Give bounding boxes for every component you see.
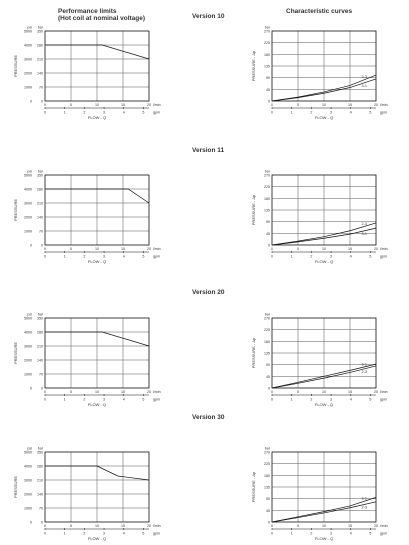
chart-1-y-tick-label: 140 [37, 71, 43, 76]
chart-1-x-tick-label: 5 [70, 103, 72, 107]
chart-8-x-tick-label: 5 [297, 524, 299, 528]
chart-7-y-tick-label: 140 [37, 492, 43, 497]
chart-7-x2-tick-label: 2 [83, 531, 86, 536]
chart-7-y-tick-label: 280 [37, 464, 43, 469]
chart-1-y2-tick-label: 5000 [24, 29, 32, 34]
version-30-title: Version 30 [192, 414, 225, 421]
chart-8-y-axis-label: PRESSURE - Δp [251, 471, 256, 503]
chart-2-y-tick-label: 180 [264, 52, 270, 57]
chart-4-y-tick-label: 180 [264, 196, 270, 201]
chart-5-y-tick-label: 210 [37, 344, 43, 349]
chart-2-x-tick-label: 0 [271, 103, 273, 107]
chart-5-y2-tick-label: 5000 [24, 316, 32, 321]
chart-7-y-tick-label: 0 [41, 520, 43, 525]
chart-3-y-tick-label: 210 [37, 201, 43, 206]
chart-2-y-unit: bar [264, 25, 270, 30]
chart-4-x-tick-label: 10 [322, 247, 326, 251]
chart-6-y-tick-label: 90 [266, 363, 270, 368]
chart-2-x-tick-label: 20 [374, 103, 378, 107]
chart-4-y-tick-label: 90 [266, 220, 270, 225]
chart-4-x-tick-label: 20 [374, 247, 378, 251]
chart-3-x2-tick-label: 4 [122, 254, 125, 259]
chart-8-x-axis-label: FLOW - Q [314, 536, 334, 541]
chart-8-y-tick-label: 0 [268, 520, 270, 525]
chart-2-y-tick-label: 270 [264, 29, 270, 34]
chart-8-x2-tick-label: 0 [271, 531, 273, 536]
chart-6-x2-tick-label: 2 [310, 397, 313, 402]
characteristic-curves-header: Characteristic curves [286, 8, 353, 15]
chart-5-y2-tick-label: 3000 [24, 344, 32, 349]
chart-8-x2-tick-label: 4 [349, 531, 352, 536]
chart-6-x2-unit: gpm [380, 397, 387, 402]
chart-7-x2-unit: gpm [153, 531, 160, 536]
chart-7-y2-tick-label: 5000 [24, 450, 32, 455]
chart-6-x2-tick-label: 4 [349, 397, 352, 402]
chart-8-x2-tick-label: 1 [290, 531, 293, 536]
chart-8-x-tick-label: 0 [271, 524, 273, 528]
chart-5-x2-tick-label: 2 [83, 397, 86, 402]
chart-3-y-tick-label: 280 [37, 187, 43, 192]
chart-1-x-unit: l/min [153, 103, 161, 107]
chart-4-x2-tick-label: 4 [349, 254, 352, 259]
chart-1-y2-unit: psi [27, 25, 32, 30]
chart-8-x2-tick-label: 5 [369, 531, 372, 536]
chart-6-x2-tick-label: 1 [290, 397, 293, 402]
chart-1-y-tick-label: 350 [37, 29, 43, 34]
chart-8-y-unit: bar [264, 446, 270, 451]
chart-7-x-unit: l/min [153, 524, 161, 528]
chart-1-y-tick-label: 0 [41, 99, 43, 104]
chart-2-x2-tick-label: 3 [330, 110, 333, 115]
chart-6-y-tick-label: 45 [266, 374, 270, 379]
chart-8-x2-tick-label: 3 [330, 531, 333, 536]
chart-4-y-tick-label: 0 [268, 243, 270, 248]
chart-7-y-axis-label: PRESSURE [13, 475, 18, 499]
chart-6-y-tick-label: 0 [268, 386, 270, 391]
chart-8-x-tick-label: 10 [322, 524, 326, 528]
chart-3-x-tick-label: 20 [147, 247, 151, 251]
chart-1-x2-tick-label: 4 [122, 110, 125, 115]
chart-8-y-tick-label: 45 [266, 508, 270, 513]
chart-1-x-tick-label: 10 [95, 103, 99, 107]
chart-6-y-tick-label: 135 [264, 351, 270, 356]
chart-2-y-tick-label: 45 [266, 87, 270, 92]
version-10-title: Version 10 [192, 13, 225, 20]
performance-limits-title: Performance limits [58, 8, 117, 15]
chart-1-y-tick-label: 280 [37, 43, 43, 48]
chart-3-x2-tick-label: 1 [63, 254, 66, 259]
chart-1-y-tick-label: 210 [37, 57, 43, 62]
chart-6-y-tick-label: 225 [264, 328, 270, 333]
chart-5-x2-unit: gpm [153, 397, 160, 402]
chart-8-x2-unit: gpm [380, 531, 387, 536]
chart-8-series-label-2: 2-3 [361, 505, 368, 510]
chart-3-y-tick-label: 350 [37, 173, 43, 178]
chart-4-y-tick-label: 225 [264, 185, 270, 190]
chart-4-x2-unit: gpm [380, 254, 387, 259]
chart-2-y-tick-label: 90 [266, 76, 270, 81]
chart-3-y2-unit: psi [27, 169, 32, 174]
chart-5-y-tick-label: 0 [41, 386, 43, 391]
chart-5-y-tick-label: 70 [39, 372, 43, 377]
chart-3-y-tick-label: 70 [39, 229, 43, 234]
chart-5-y2-tick-label: 4000 [24, 330, 32, 335]
chart-2-x-tick-label: 5 [297, 103, 299, 107]
chart-3-x-tick-label: 5 [70, 247, 72, 251]
chart-8-y-tick-label: 90 [266, 497, 270, 502]
chart-7-y2-tick-label: 1000 [24, 506, 32, 511]
version-11-title: Version 11 [192, 147, 225, 154]
chart-3-y2-tick-label: 4000 [24, 187, 32, 192]
version-20-title: Version 20 [192, 289, 225, 296]
chart-4-y-axis-label: PRESSURE - Δp [251, 194, 256, 226]
chart-4-x-axis-label: FLOW - Q [314, 259, 334, 264]
chart-4-y-tick-label: 270 [264, 173, 270, 178]
chart-5-x-axis-label: FLOW - Q [87, 402, 107, 407]
chart-8-x-tick-label: 15 [348, 524, 352, 528]
chart-3-x-tick-label: 10 [95, 247, 99, 251]
chart-1-x-axis-label: FLOW - Q [87, 115, 107, 120]
chart-3-x-tick-label: 0 [44, 247, 46, 251]
chart-5-x2-tick-label: 0 [44, 397, 46, 402]
chart-5-x-tick-label: 20 [147, 390, 151, 394]
chart-4-y-tick-label: 135 [264, 208, 270, 213]
chart-5-x-unit: l/min [153, 390, 161, 394]
chart-4-x-tick-label: 0 [271, 247, 273, 251]
chart-1-x2-tick-label: 3 [103, 110, 106, 115]
chart-6-x-tick-label: 10 [322, 390, 326, 394]
chart-7-y2-tick-label: 4000 [24, 464, 32, 469]
chart-6-x-tick-label: 15 [348, 390, 352, 394]
chart-7-x-tick-label: 15 [121, 524, 125, 528]
chart-5-y-tick-label: 280 [37, 330, 43, 335]
chart-1-y2-tick-label: 2000 [24, 71, 32, 76]
chart-3-y-tick-label: 140 [37, 215, 43, 220]
chart-5-x2-tick-label: 3 [103, 397, 106, 402]
chart-2-y-axis-label: PRESSURE - Δp [251, 50, 256, 82]
chart-4-x-tick-label: 15 [348, 247, 352, 251]
chart-7-y-tick-label: 210 [37, 478, 43, 483]
chart-3-x2-unit: gpm [153, 254, 160, 259]
chart-7-y-tick-label: 70 [39, 506, 43, 511]
chart-8-y-tick-label: 225 [264, 462, 270, 467]
chart-8-x-tick-label: 20 [374, 524, 378, 528]
chart-3-y2-tick-label: 1000 [24, 229, 32, 234]
chart-2-x2-unit: gpm [380, 110, 387, 115]
chart-1-y2-tick-label: 0 [30, 99, 32, 104]
chart-7-x2-tick-label: 1 [63, 531, 66, 536]
chart-2-x-tick-label: 15 [348, 103, 352, 107]
chart-2-x-unit: l/min [380, 103, 388, 107]
chart-1-x-tick-label: 15 [121, 103, 125, 107]
chart-2-x2-tick-label: 0 [271, 110, 273, 115]
chart-1-x2-unit: gpm [153, 110, 160, 115]
chart-6-x-tick-label: 0 [271, 390, 273, 394]
chart-1-x2-tick-label: 2 [83, 110, 86, 115]
chart-2-x-axis-label: FLOW - Q [314, 115, 334, 120]
chart-5-x2-tick-label: 1 [63, 397, 66, 402]
chart-5-y2-unit: psi [27, 312, 32, 317]
chart-5-y-axis-label: PRESSURE [13, 341, 18, 365]
chart-6-x2-tick-label: 5 [369, 397, 372, 402]
chart-7-y2-unit: psi [27, 446, 32, 451]
chart-4-series-label-2: 3-1 [361, 231, 368, 236]
chart-6-x2-tick-label: 3 [330, 397, 333, 402]
chart-1-x2-tick-label: 5 [142, 110, 145, 115]
chart-3-x-tick-label: 15 [121, 247, 125, 251]
chart-7-x2-tick-label: 0 [44, 531, 46, 536]
chart-4-x-tick-label: 5 [297, 247, 299, 251]
chart-2-x-tick-label: 10 [322, 103, 326, 107]
chart-3-x2-tick-label: 0 [44, 254, 46, 259]
chart-5-x-tick-label: 10 [95, 390, 99, 394]
chart-7-y2-tick-label: 3000 [24, 478, 32, 483]
chart-4-x2-tick-label: 5 [369, 254, 372, 259]
chart-3-x2-tick-label: 5 [142, 254, 145, 259]
chart-7-x-axis-label: FLOW - Q [87, 536, 107, 541]
chart-2-series-label-1: 2-3 [361, 75, 368, 80]
chart-3-y-tick-label: 0 [41, 243, 43, 248]
chart-7-x-tick-label: 10 [95, 524, 99, 528]
chart-6-x-unit: l/min [380, 390, 388, 394]
chart-1-x-tick-label: 0 [44, 103, 46, 107]
performance-limits-subtitle: (Hot coil at nominal voltage) [58, 15, 146, 22]
chart-2-x2-tick-label: 1 [290, 110, 293, 115]
chart-6-x-tick-label: 5 [297, 390, 299, 394]
chart-8-y-tick-label: 180 [264, 473, 270, 478]
chart-5-y-tick-label: 350 [37, 316, 43, 321]
chart-6-y-tick-label: 270 [264, 316, 270, 321]
chart-8-y-tick-label: 135 [264, 485, 270, 490]
chart-7-x-tick-label: 0 [44, 524, 46, 528]
chart-6-series-label-1: 3-1 [361, 362, 368, 367]
chart-3-y-axis-label: PRESSURE [13, 198, 18, 222]
chart-7-x-tick-label: 20 [147, 524, 151, 528]
chart-2-y-tick-label: 0 [268, 99, 270, 104]
chart-1-y2-tick-label: 3000 [24, 57, 32, 62]
chart-7-y2-tick-label: 0 [30, 520, 32, 525]
chart-5-x-tick-label: 0 [44, 390, 46, 394]
chart-1-y-axis-label: PRESSURE [13, 54, 18, 78]
chart-7-y-unit: bar [37, 446, 43, 451]
chart-4-y-unit: bar [264, 169, 270, 174]
chart-5-x2-tick-label: 4 [122, 397, 125, 402]
chart-5-y-tick-label: 140 [37, 358, 43, 363]
chart-3-y-unit: bar [37, 169, 43, 174]
chart-7-x2-tick-label: 5 [142, 531, 145, 536]
chart-1-y-unit: bar [37, 25, 43, 30]
chart-4-y-tick-label: 45 [266, 231, 270, 236]
chart-7-x2-tick-label: 4 [122, 531, 125, 536]
chart-4-x2-tick-label: 1 [290, 254, 293, 259]
chart-5-y2-tick-label: 0 [30, 386, 32, 391]
chart-8-x-unit: l/min [380, 524, 388, 528]
chart-4-x2-tick-label: 3 [330, 254, 333, 259]
chart-2-x2-tick-label: 2 [310, 110, 313, 115]
chart-3-x2-tick-label: 3 [103, 254, 106, 259]
chart-4-series-label-1: 2-3 [361, 221, 368, 226]
chart-6-x2-tick-label: 0 [271, 397, 273, 402]
chart-4-x-unit: l/min [380, 247, 388, 251]
chart-1-x2-tick-label: 0 [44, 110, 46, 115]
chart-1-y2-tick-label: 1000 [24, 85, 32, 90]
chart-1-x2-tick-label: 1 [63, 110, 66, 115]
chart-2-y-tick-label: 225 [264, 41, 270, 46]
chart-7-y2-tick-label: 2000 [24, 492, 32, 497]
chart-7-y-tick-label: 350 [37, 450, 43, 455]
chart-3-y2-tick-label: 0 [30, 243, 32, 248]
chart-1-x-tick-label: 20 [147, 103, 151, 107]
chart-3-y2-tick-label: 3000 [24, 201, 32, 206]
chart-6-y-axis-label: PRESSURE - Δp [251, 337, 256, 369]
chart-5-y2-tick-label: 1000 [24, 372, 32, 377]
chart-5-x2-tick-label: 5 [142, 397, 145, 402]
chart-5-y2-tick-label: 2000 [24, 358, 32, 363]
chart-3-x-axis-label: FLOW - Q [87, 259, 107, 264]
chart-2-y-tick-label: 135 [264, 64, 270, 69]
chart-5-x-tick-label: 5 [70, 390, 72, 394]
chart-2-x2-tick-label: 5 [369, 110, 372, 115]
chart-1-y2-tick-label: 4000 [24, 43, 32, 48]
chart-6-x-axis-label: FLOW - Q [314, 402, 334, 407]
chart-7-x-tick-label: 5 [70, 524, 72, 528]
chart-6-y-tick-label: 180 [264, 339, 270, 344]
chart-8-x2-tick-label: 2 [310, 531, 313, 536]
chart-3-x-unit: l/min [153, 247, 161, 251]
chart-7-x2-tick-label: 3 [103, 531, 106, 536]
chart-5-x-tick-label: 15 [121, 390, 125, 394]
chart-3-y2-tick-label: 2000 [24, 215, 32, 220]
chart-1-y-tick-label: 70 [39, 85, 43, 90]
chart-6-y-unit: bar [264, 312, 270, 317]
chart-3-y2-tick-label: 5000 [24, 173, 32, 178]
chart-8-y-tick-label: 270 [264, 450, 270, 455]
chart-2-series-label-2: 3-1 [361, 83, 368, 88]
chart-6-x-tick-label: 20 [374, 390, 378, 394]
chart-4-x2-tick-label: 0 [271, 254, 273, 259]
chart-3-x2-tick-label: 2 [83, 254, 86, 259]
chart-2-x2-tick-label: 4 [349, 110, 352, 115]
chart-5-y-unit: bar [37, 312, 43, 317]
chart-4-x2-tick-label: 2 [310, 254, 313, 259]
chart-8-series-label-1: 3-1 [361, 496, 368, 501]
chart-6-series-label-2: 2-3 [361, 369, 368, 374]
